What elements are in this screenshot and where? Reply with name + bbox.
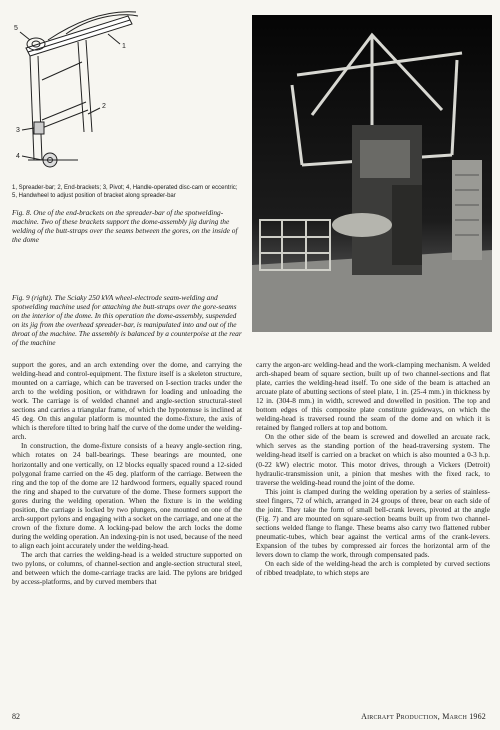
fig8-callout-1: 1 [122,43,126,50]
page-number: 82 [12,712,20,721]
paragraph: carry the argon-arc welding-head and the work-clamping mechanism. A welded arch-shaped beam of square section, built up of two channel-sections and flat plate, carries the welding-head itself. To one side of the beam is attached an arcuate plate of abutting sections of steel plate, 1 in. (25-4 mm.) in thickness by 12 in. (304-8 mm.) in width, screwed and dowelled in position. The top and bottom edges of this composite plate constitute guideways, on which the welding-head is traversed round the seam of the dome and on which it is retained by flanged rollers at top and bottom. [256,360,490,433]
fig8-callout-2: 2 [102,103,106,110]
fig8-caption: Fig. 8. One of the end-brackets on the spreader-bar of the spotwelding-machine. Two of these brackets support the dome-assembly jig during the welding of the butt-straps over the seams between the gores, on the inside of the dome [12,208,238,244]
fig9-photograph [252,15,492,332]
fig9-caption: Fig. 9 (right). The Sciaky 250 kVA wheel-electrode seam-welding and spotwelding machine used for attaching the butt-straps over the gore-seams on the interior of the dome. In this operation the dome-assembly, suspended on its jig from the overhead spreader-bar, is manipulated into and out of the throat of the machine. The assembly is balanced by a counterpoise at the rear of the machine [12,293,242,347]
paragraph: support the gores, and an arch extending over the dome, and carrying the welding-head and control-equipment. The fixture itself is a skeleton structure, mounted on a carriage, which can be traversed on I-section tracks under the arch to the welding position, or withdrawn for loading and unloading the work. The carriage is of welded channel and angle-section structural-steel sections and carries a triangular frame, of which the hypotenuse is inclined at 45 deg. On this angular platform is mounted the dome-fixture, the axis of which is therefore tilted to bring half the curve of the dome under the welding-arch. [12,360,242,442]
fig8-key: 1, Spreader-bar; 2, End-brackets; 3, Pivot; 4, Handle-operated disc-cam or eccentric; 5, Handwheel to adjust position of bracket along spreader-bar [12,185,238,199]
body-column-left [12,360,242,586]
fig8-callout-4: 4 [16,153,20,160]
paragraph: On the other side of the beam is screwed and dowelled an arcuate rack, which serves as the standing portion of the head-traversing system. The welding-head itself is carried on a bracket on which is also mounted a 0-3 h.p. (0-22 kW) electric motor. This motor drives, through a Vickers (Detroit) hydraulic-transmission unit, a pinion that meshes with the fixed rack, to traverse the welding-head round the joint of the dome. [256,432,490,487]
fig8-callout-3: 3 [16,127,20,134]
fig8-bracket-diagram [8,10,143,180]
fig8-callout-5: 5 [14,25,18,32]
paragraph: This joint is clamped during the welding operation by a series of stainless-steel fingers, 72 of which, arranged in 24 groups of three, bear on each side of the joint. They take the form of small bell-crank levers, pivoted at the angle (Fig. 7) and are mounted on square-section beams built up from two channel-sections welded flange to flange. These beams also carry two flattened rubber pneumatic-tubes, which bear against the vertical arms of the crank-levers. Expansion of the tubes by compressed air forces the horizontal arm of the levers down to clamp the work, through compensated pads. [256,486,490,559]
body-column-right [256,360,490,577]
journal-footer: Aircraft Production, March 1962 [361,712,486,721]
paragraph: On each side of the welding-head the arch is completed by curved sections of ribbed treadplate, to which steps are [256,559,490,578]
paragraph: In construction, the dome-fixture consists of a heavy angle-section ring, which rotates on 24 ball-bearings. These bearings are mounted, one horizontally and one vertically, on 12 blocks equally spaced round a 12-sided polygonal frame carried on the 45 deg. platform of the carriage. Between the ring and the top of the dome are 12 hardwood formers, equally spaced round the ring and shaped to the curvature of the dome. These formers support the gores during the welding operation. When the fixture is in the welding position, the carriage is locked by two plungers, one mounted on one of the arch-support pylons and engaging with a socket on the carriage, and one at the crown of the fixture dome. A locking-pad below the arch locks the dome during the welding operation. An indexing-pin is not used, because of the need to align each joint accurately under the welding-head. [12,441,242,550]
paragraph: The arch that carries the welding-head is a welded structure supported on two pylons, or columns, of channel-section and angle-section structural steel, and between which the dome-carriage tracks are laid. The pylons are bridged by access-platforms, and by curved members that [12,549,242,587]
